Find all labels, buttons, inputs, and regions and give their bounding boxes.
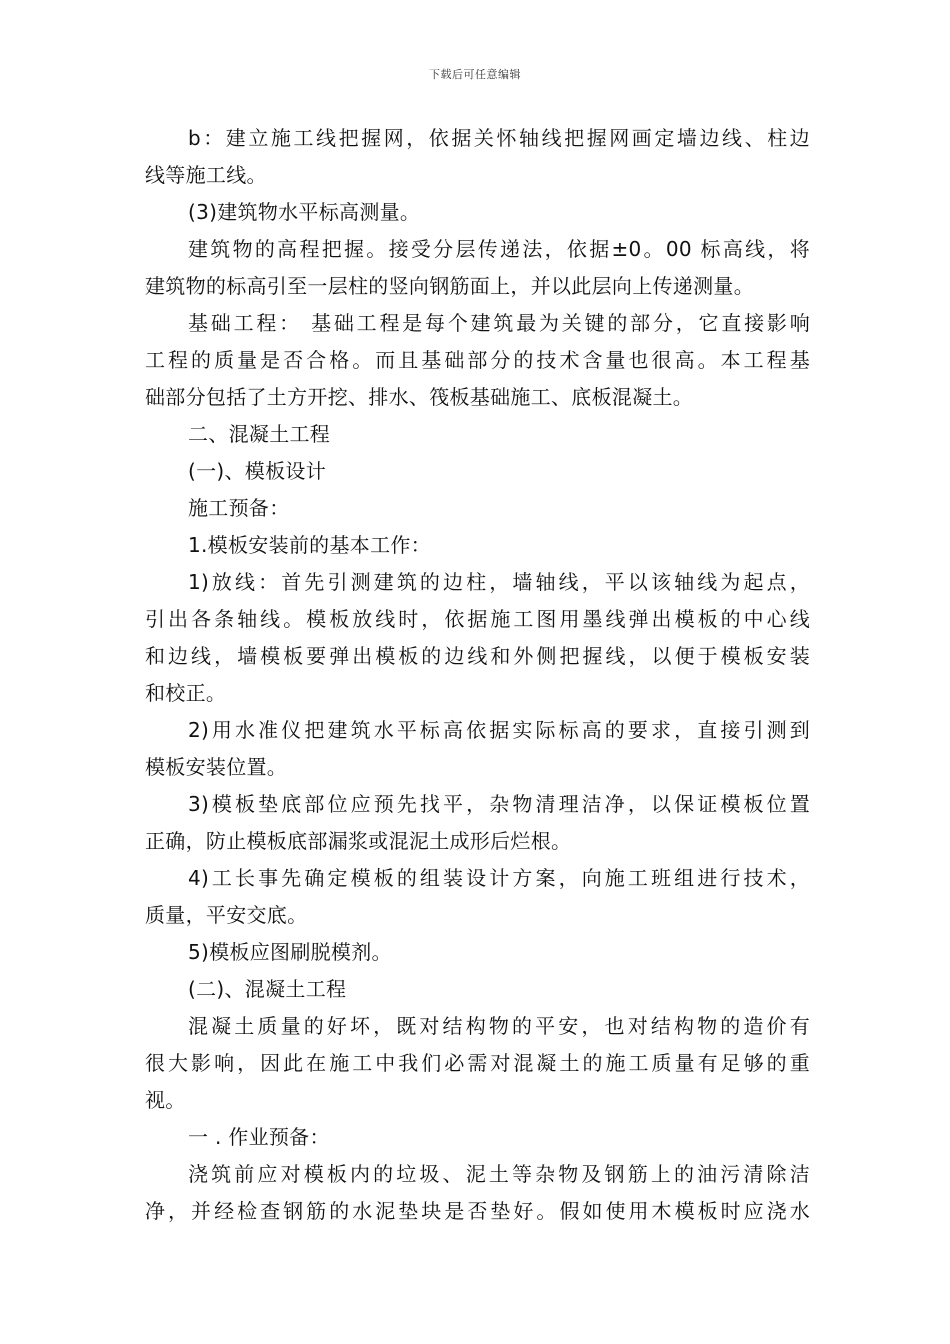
text-line: 和校正。: [145, 681, 227, 705]
text-line: 一 . 作业预备：: [188, 1125, 330, 1149]
text-line: 建筑物的高程把握。接受分层传递法，依据±0。00 标高线，将: [188, 237, 810, 261]
page-header: 下载后可任意编辑: [429, 68, 521, 81]
text-line: 浇筑前应对模板内的垃圾、泥土等杂物及钢筋上的油污清除洁: [188, 1162, 810, 1186]
text-line: 础部分包括了土方开挖、排水、筏板基础施工、底板混凝土。: [145, 385, 694, 409]
text-line: 1)放线：首先引测建筑的边柱，墙轴线，平以该轴线为起点，: [188, 570, 810, 594]
text-line: 净，并经检查钢筋的水泥垫块是否垫好。假如使用木模板时应浇水: [145, 1199, 810, 1223]
text-line: 模板安装位置。: [145, 755, 288, 779]
document-body: [145, 120, 810, 1230]
text-line: 施工预备：: [188, 496, 290, 520]
text-line: 建筑物的标高引至一层柱的竖向钢筋面上，并以此层向上传递测量。: [145, 274, 754, 298]
text-line: 线等施工线。: [145, 163, 267, 187]
text-line: b：建立施工线把握网，依据关怀轴线把握网画定墙边线、柱边: [188, 126, 810, 150]
text-line: 4)工长事先确定模板的组装设计方案，向施工班组进行技术，: [188, 866, 810, 890]
text-line: 很大影响，因此在施工中我们必需对混凝土的施工质量有足够的重: [145, 1051, 810, 1075]
text-line: 2)用水准仪把建筑水平标高依据实际标高的要求，直接引测到: [188, 718, 810, 742]
text-line: 3)模板垫底部位应预先找平，杂物清理洁净，以保证模板位置: [188, 792, 810, 816]
text-line: 基础工程： 基础工程是每个建筑最为关键的部分，它直接影响: [188, 311, 810, 335]
text-line: 和边线，墙模板要弹出模板的边线和外侧把握线，以便于模板安装: [145, 644, 810, 668]
text-line: 混凝土质量的好坏，既对结构物的平安，也对结构物的造价有: [188, 1014, 810, 1038]
text-line: 质量，平安交底。: [145, 903, 308, 927]
text-line: 视。: [145, 1088, 186, 1112]
text-line: 1.模板安装前的基本工作：: [188, 533, 431, 557]
text-line: (二)、混凝土工程: [188, 977, 347, 1001]
text-line: 工程的质量是否合格。而且基础部分的技术含量也很高。本工程基: [145, 348, 810, 372]
text-line: 正确，防止模板底部漏浆或混泥土成形后烂根。: [145, 829, 572, 853]
text-line: (一)、模板设计: [188, 459, 327, 483]
text-line: (3)建筑物水平标高测量。: [188, 200, 421, 224]
text-line: 二、混凝土工程: [188, 422, 331, 446]
text-line: 5)模板应图刷脱模剂。: [188, 940, 392, 964]
text-line: 引出各条轴线。模板放线时，依据施工图用墨线弹出模板的中心线: [145, 607, 810, 631]
